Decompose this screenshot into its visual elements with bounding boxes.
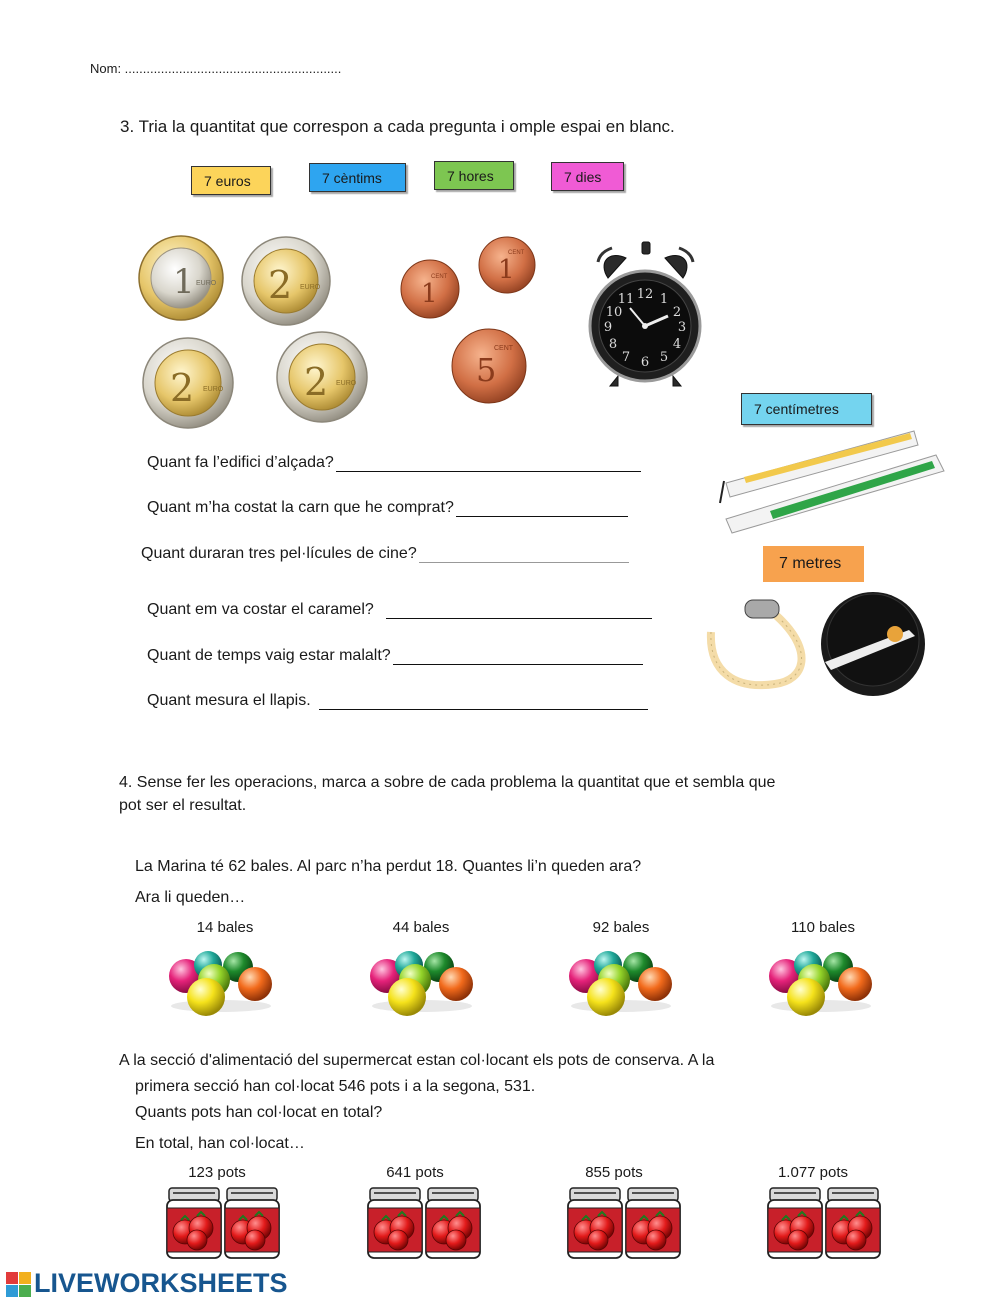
coin-value: 2 bbox=[170, 366, 195, 410]
marbles-option-label[interactable]: 14 bales bbox=[196, 919, 254, 936]
question-meat-cost bbox=[147, 499, 628, 517]
coin-unit: EURO bbox=[203, 386, 224, 393]
question-text: Quant em va costar el caramel? bbox=[147, 601, 374, 618]
option-chip-7-dies[interactable] bbox=[551, 162, 624, 191]
tape-measure-image bbox=[705, 592, 930, 697]
option-chip-7-euros[interactable] bbox=[191, 166, 271, 195]
euro-coins-image bbox=[138, 233, 373, 433]
coin-2-euro bbox=[143, 338, 233, 428]
clock-number: 4 bbox=[672, 337, 682, 352]
problem-1-text: La Marina té 62 bales. Al parc n’ha perdut 18. Quantes li’n queden ara? bbox=[135, 858, 642, 875]
problem-2-text-line1: A la secció d'alimentació del supermercat estan col·locant els pots de conserva. A la bbox=[119, 1052, 715, 1069]
clock-number: 11 bbox=[617, 292, 635, 307]
answer-blank[interactable] bbox=[456, 515, 628, 517]
question-text: Quant m’ha costat la carn que he comprat? bbox=[147, 499, 454, 516]
option-chip-7-centimetres[interactable] bbox=[741, 393, 872, 425]
coin-1-cent bbox=[401, 260, 459, 318]
clock-number: 6 bbox=[640, 355, 650, 370]
coin-1-cent bbox=[479, 237, 535, 293]
coin-unit: CENT bbox=[494, 345, 514, 352]
question-sick-time bbox=[147, 647, 643, 665]
rulers-image bbox=[718, 425, 948, 535]
marbles-option-label[interactable]: 92 bales bbox=[592, 919, 650, 936]
clock-number: 8 bbox=[608, 337, 618, 352]
marbles-image[interactable] bbox=[766, 940, 881, 1015]
coin-value: 5 bbox=[476, 351, 497, 389]
clock-number: 10 bbox=[605, 305, 623, 320]
coin-2-euro bbox=[242, 237, 330, 325]
marbles-option-label[interactable]: 44 bales bbox=[392, 919, 450, 936]
chip-label: 7 cèntims bbox=[322, 169, 382, 186]
jars-option-label[interactable]: 855 pots bbox=[585, 1164, 643, 1181]
clock-number: 12 bbox=[636, 287, 654, 302]
coin-unit: CENT bbox=[431, 274, 448, 280]
problem-1-prompt: Ara li queden… bbox=[135, 889, 246, 906]
clock-number: 3 bbox=[677, 320, 687, 335]
alarm-clock-image bbox=[588, 238, 703, 388]
coin-value: 1 bbox=[421, 279, 438, 309]
clock-number: 5 bbox=[659, 350, 669, 365]
problem-2-question: Quants pots han col·locat en total? bbox=[135, 1104, 383, 1121]
exercise-4-instruction: 4. Sense fer les operacions, marca a sobre de cada problema la quantitat que et sembla que pot ser el resultat. bbox=[119, 774, 776, 814]
chip-label: 7 hores bbox=[447, 167, 494, 184]
coin-unit: EURO bbox=[300, 284, 321, 291]
question-candy-cost bbox=[147, 601, 652, 619]
jars-option-label[interactable]: 1.077 pots bbox=[777, 1164, 849, 1181]
question-text: Quant fa l’edifici d’alçada? bbox=[147, 454, 334, 471]
jars-image[interactable] bbox=[768, 1188, 883, 1260]
marbles-image[interactable] bbox=[367, 940, 482, 1015]
coin-value: 1 bbox=[498, 255, 515, 285]
option-chip-7-centims[interactable] bbox=[309, 163, 406, 192]
chip-label: 7 centímetres bbox=[754, 401, 839, 417]
footer-brand: LIVEWORKSHEETS bbox=[34, 1268, 288, 1298]
answer-blank[interactable] bbox=[319, 708, 648, 710]
liveworksheets-logo-icon bbox=[6, 1272, 32, 1298]
answer-blank[interactable] bbox=[386, 617, 652, 619]
question-movies-duration bbox=[141, 545, 629, 563]
coin-2-euro bbox=[277, 332, 367, 422]
clock-number: 7 bbox=[621, 350, 631, 365]
clock-number: 9 bbox=[603, 320, 613, 335]
question-text: Quant de temps vaig estar malalt? bbox=[147, 647, 391, 664]
option-chip-7-metres[interactable] bbox=[763, 546, 864, 582]
problem-2-text-line2: primera secció han col·locat 546 pots i a la segona, 531. bbox=[135, 1078, 536, 1095]
cent-coins-image bbox=[400, 236, 530, 406]
chip-label: 7 metres bbox=[779, 555, 842, 572]
jars-option-label[interactable]: 641 pots bbox=[386, 1164, 444, 1181]
question-building-height bbox=[147, 454, 641, 472]
coin-value: 2 bbox=[268, 263, 293, 307]
jars-option-label[interactable]: 123 pots bbox=[188, 1164, 246, 1181]
marbles-image[interactable] bbox=[166, 940, 281, 1015]
exercise-3-instruction: 3. Tria la quantitat que correspon a cada pregunta i omple espai en blanc. bbox=[120, 117, 675, 136]
chip-label: 7 dies bbox=[564, 168, 602, 185]
jars-image[interactable] bbox=[167, 1188, 282, 1260]
clock-number: 2 bbox=[672, 305, 682, 320]
name-field-label[interactable]: Nom: ............................................................ bbox=[90, 61, 342, 76]
answer-blank[interactable] bbox=[393, 663, 643, 665]
question-text: Quant duraran tres pel·lícules de cine? bbox=[141, 545, 417, 562]
jars-image[interactable] bbox=[568, 1188, 683, 1260]
chip-label: 7 euros bbox=[204, 172, 251, 189]
marbles-image[interactable] bbox=[566, 940, 681, 1015]
jars-image[interactable] bbox=[368, 1188, 483, 1260]
marbles-option-label[interactable]: 110 bales bbox=[791, 919, 855, 936]
answer-blank[interactable] bbox=[336, 470, 641, 472]
answer-blank[interactable] bbox=[419, 561, 629, 563]
question-pencil-length bbox=[147, 692, 648, 710]
coin-value: 1 bbox=[173, 262, 195, 302]
clock-number: 1 bbox=[659, 292, 669, 307]
problem-2-prompt: En total, han col·locat… bbox=[135, 1135, 305, 1152]
coin-unit: EURO bbox=[336, 380, 357, 387]
coin-value: 2 bbox=[304, 360, 329, 404]
option-chip-7-hores[interactable] bbox=[434, 161, 514, 190]
coin-5-cent bbox=[452, 329, 526, 403]
question-text: Quant mesura el llapis. bbox=[147, 692, 311, 709]
coin-1-euro bbox=[139, 236, 223, 320]
coin-unit: CENT bbox=[508, 250, 525, 256]
coin-unit: EURO bbox=[196, 280, 217, 287]
